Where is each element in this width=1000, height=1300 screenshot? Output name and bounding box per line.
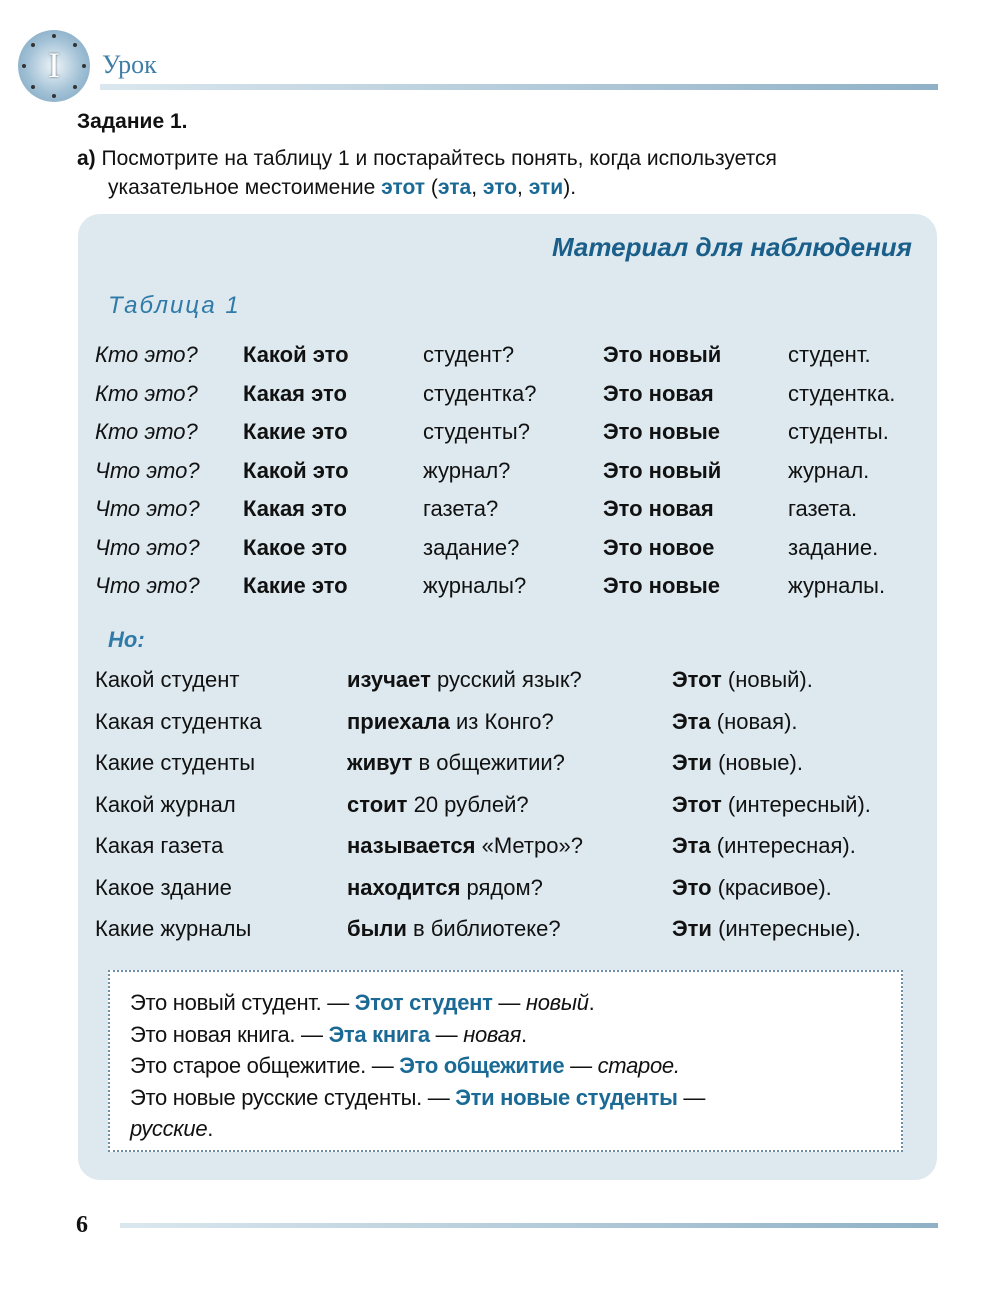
table2-pronoun: Эти bbox=[672, 750, 712, 775]
note-demonstrative-phrase: Эта книга bbox=[328, 1021, 430, 1047]
table2-rest: рядом? bbox=[460, 874, 543, 900]
table1-question: Что это? bbox=[95, 496, 200, 521]
table1-which-this: Какая это bbox=[243, 496, 347, 521]
note-period: . bbox=[521, 1021, 527, 1047]
table1-noun-question: студентка? bbox=[423, 380, 537, 406]
table1-which-this: Какая это bbox=[243, 380, 347, 406]
table2-adjective: (новая). bbox=[710, 708, 798, 734]
table2-subject: Какой студент bbox=[95, 667, 240, 692]
table1-noun-answer: журналы. bbox=[788, 573, 886, 598]
table1-this-adj: Это новые bbox=[603, 419, 720, 444]
note-sentence: Это новый студент. — bbox=[130, 990, 355, 1015]
table2-answer bbox=[672, 667, 813, 693]
note-predicate-adjective: русские bbox=[130, 1116, 208, 1141]
table2-subject: Какие студенты bbox=[95, 750, 256, 775]
table2-predicate bbox=[347, 875, 543, 901]
table2-predicate bbox=[347, 667, 582, 693]
lesson-numeral: I bbox=[48, 45, 60, 85]
table2-answer bbox=[672, 875, 832, 901]
table2-verb: живут bbox=[347, 750, 413, 775]
task-instruction-line2: указательное местоимение этот (эта, это, эти). bbox=[108, 176, 577, 199]
header-rule bbox=[100, 84, 938, 90]
note-line bbox=[130, 1085, 705, 1111]
note-line bbox=[130, 990, 594, 1016]
table2-predicate bbox=[347, 916, 561, 942]
material-heading: Материал для наблюдения bbox=[551, 232, 912, 262]
table1-noun-question: студент? bbox=[423, 342, 515, 367]
table1-noun-question: журналы? bbox=[423, 573, 527, 598]
table2-answer bbox=[672, 792, 871, 818]
table1-noun-answer: студенты. bbox=[788, 419, 889, 444]
note-dash: — bbox=[677, 1084, 706, 1110]
table2-verb: были bbox=[347, 916, 407, 941]
table1-this-adj: Это новая bbox=[603, 496, 714, 521]
table2-predicate bbox=[347, 833, 583, 859]
table-label: Таблица 1 bbox=[108, 292, 241, 319]
table1-this-adj: Это новые bbox=[603, 573, 720, 598]
page-number: 6 bbox=[76, 1212, 88, 1238]
table2-rest: из Конго? bbox=[449, 708, 554, 734]
table2-adjective: (новый). bbox=[721, 667, 813, 692]
table2-verb: стоит bbox=[347, 791, 408, 817]
table2-answer bbox=[672, 833, 856, 859]
note-line bbox=[130, 1053, 680, 1079]
clock-icon bbox=[18, 30, 90, 102]
table2-verb: называется bbox=[347, 833, 476, 858]
table2-subject: Какое здание bbox=[95, 874, 232, 900]
table2-rest: «Метро»? bbox=[475, 833, 583, 858]
note-sentence: Это старое общежитие. — bbox=[130, 1053, 400, 1078]
note-line bbox=[130, 1022, 527, 1048]
table1-question: Кто это? bbox=[95, 380, 198, 406]
note-predicate-adjective: старое. bbox=[597, 1053, 680, 1078]
table2-verb: находится bbox=[347, 874, 461, 900]
task-instruction-line1: а) Посмотрите на таблицу 1 и постарайтесь понять, когда используется bbox=[77, 147, 777, 170]
table2-predicate bbox=[347, 792, 529, 818]
table2-subject: Какой журнал bbox=[95, 791, 236, 817]
table2-answer bbox=[672, 750, 803, 776]
table2-rest: русский язык? bbox=[430, 667, 582, 692]
table2-pronoun: Эти bbox=[672, 916, 712, 941]
table2-pronoun: Этот bbox=[672, 667, 722, 692]
table1-question: Кто это? bbox=[95, 342, 198, 367]
table1-which-this: Какие это bbox=[243, 419, 348, 444]
note-dash: — bbox=[492, 990, 526, 1015]
table1-noun-answer: газета. bbox=[788, 496, 858, 521]
table1-question: Что это? bbox=[95, 534, 200, 560]
summary-note-box bbox=[108, 970, 903, 1152]
note-sentence: Это новые русские студенты. — bbox=[130, 1084, 456, 1110]
table2-predicate bbox=[347, 750, 565, 776]
table1-question: Что это? bbox=[95, 573, 200, 598]
table1-noun-question: журнал? bbox=[423, 457, 511, 483]
table1-noun-answer: студент. bbox=[788, 342, 871, 367]
table2-subject: Какая газета bbox=[95, 833, 224, 858]
table2-rest: 20 рублей? bbox=[407, 791, 529, 817]
table1-noun-answer: студентка. bbox=[788, 380, 896, 406]
table2-answer bbox=[672, 709, 798, 735]
table1-this-adj: Это новое bbox=[603, 534, 715, 560]
footer-rule bbox=[120, 1223, 938, 1228]
table1-which-this: Какие это bbox=[243, 573, 348, 598]
table1-question: Что это? bbox=[95, 457, 200, 483]
note-demonstrative-phrase: Эти новые студенты bbox=[455, 1084, 678, 1110]
table1-which-this: Какое это bbox=[243, 534, 348, 560]
table1-noun-answer: журнал. bbox=[788, 457, 870, 483]
lesson-label: Урок bbox=[102, 50, 157, 79]
table2-subject: Какая студентка bbox=[95, 708, 262, 734]
note-dash: — bbox=[564, 1053, 598, 1078]
table1-this-adj: Это новый bbox=[603, 457, 722, 483]
table2-verb: изучает bbox=[347, 667, 431, 692]
table2-adjective: (новые). bbox=[711, 750, 803, 775]
but-label: Но: bbox=[108, 627, 145, 652]
note-dash: — bbox=[429, 1021, 464, 1047]
table1-which-this: Какой это bbox=[243, 342, 349, 367]
note-demonstrative-phrase: Это общежитие bbox=[399, 1053, 565, 1078]
table1-this-adj: Это новый bbox=[603, 342, 722, 367]
table1-this-adj: Это новая bbox=[603, 380, 714, 406]
task-marker: а) bbox=[77, 147, 96, 170]
table2-adjective: (красивое). bbox=[711, 874, 832, 900]
table2-adjective: (интересный). bbox=[721, 791, 871, 817]
table1-noun-question: газета? bbox=[423, 496, 499, 521]
note-demonstrative-phrase: Этот студент bbox=[354, 990, 493, 1015]
table1-question: Кто это? bbox=[95, 419, 198, 444]
note-predicate-adjective: новая bbox=[463, 1021, 522, 1047]
table2-pronoun: Это bbox=[672, 874, 712, 900]
table1-noun-question: задание? bbox=[423, 534, 520, 560]
note-line bbox=[130, 1116, 213, 1142]
table2-subject: Какие журналы bbox=[95, 916, 252, 941]
note-sentence: Это новая книга. — bbox=[130, 1021, 329, 1047]
table2-verb: приехала bbox=[347, 708, 450, 734]
table2-answer bbox=[672, 916, 861, 942]
table2-predicate bbox=[347, 709, 554, 735]
table2-pronoun: Эта bbox=[672, 833, 711, 858]
task-title: Задание 1. bbox=[77, 110, 188, 133]
table2-rest: в библиотеке? bbox=[406, 916, 561, 941]
note-period: . bbox=[588, 990, 595, 1015]
table1-noun-question: студенты? bbox=[423, 419, 530, 444]
table2-adjective: (интересная). bbox=[710, 833, 856, 858]
note-predicate-adjective: новый bbox=[525, 990, 589, 1015]
table2-rest: в общежитии? bbox=[412, 750, 565, 775]
table1-which-this: Какой это bbox=[243, 457, 349, 483]
table2-pronoun: Эта bbox=[672, 708, 711, 734]
table2-pronoun: Этот bbox=[672, 791, 722, 817]
table1-noun-answer: задание. bbox=[788, 534, 879, 560]
table2-adjective: (интересные). bbox=[711, 916, 862, 941]
note-period: . bbox=[207, 1116, 214, 1141]
